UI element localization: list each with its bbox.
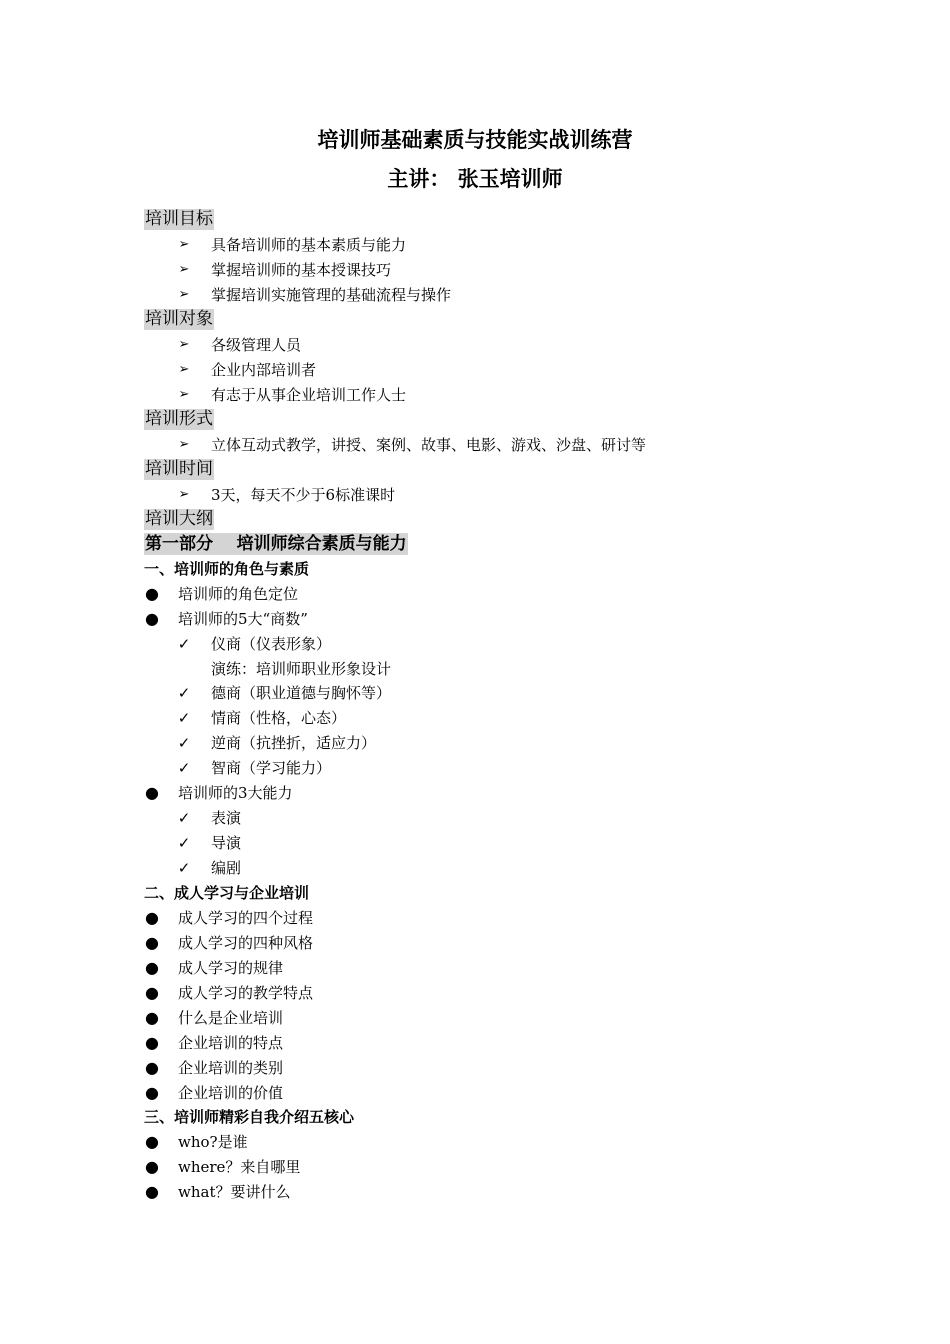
dot-bullet-icon: ● <box>145 1132 159 1151</box>
arrow-bullet-icon: ➢ <box>178 487 190 502</box>
list-item-note: 演练：培训师职业形象设计 <box>211 660 392 678</box>
dot-bullet-icon: ● <box>145 933 159 952</box>
section-heading-goal: 培训目标 <box>145 209 213 229</box>
document-page: 培训师基础素质与技能实战训练营 主讲： 张玉培训师 培训目标 ➢ 具备培训师的基本素质与能力 ➢ 掌握培训师的基本授课技巧 ➢ 掌握培训实施管理的基础流程与操作 培训对象 ➢ 各级管理人员 ➢ 企业内部培训者 ➢ 有志于从事企业培训工作人士 培训形式 ➢ 立体互动式教学，讲授、案例、故事、电影、游戏、沙盘、研讨等 培训时间 ➢ 3天，每天不少于6标准课时 培训大纲 第一部分 培训师综合素质与能力 一、培训师的角色与素质 ● 培训师的角色定位 ● 培训师的5大“商数” ✓ 仪商（仪表形象） 演练：培训师职业形象设计 ✓ 德商（职业道德与胸怀等） ✓ 情商（性格，心态） ✓ 逆商（抗挫折，适应力） ✓ 智商（学习能力） ● 培训师的3大能力 ✓ 表演 ✓ 导演 ✓ 编剧 二、成人学习与企业培训 ● 成人学习的四个过程 ● 成人学习的四种风格 ● 成人学习的规律 ● 成人学习的教学特点 ● 什么是企业培训 ● 企业培训的特点 ● 企业培训的类别 ● 企业培训的价值 三、培训师精彩自我介绍五核心 ● who?是谁 ● where？来自哪里 ● what？要讲什么 <box>0 0 950 1344</box>
lecturer-line: 主讲： 张玉培训师 <box>387 167 563 191</box>
arrow-bullet-icon: ➢ <box>178 262 190 277</box>
dot-bullet-icon: ● <box>145 1182 159 1201</box>
arrow-bullet-icon: ➢ <box>178 387 190 402</box>
arrow-bullet-icon: ➢ <box>178 237 190 252</box>
arrow-bullet-icon: ➢ <box>178 287 190 302</box>
dot-bullet-icon: ● <box>145 983 159 1002</box>
document-title: 培训师基础素质与技能实战训练营 <box>317 128 633 152</box>
outline-subheading: 三、培训师精彩自我介绍五核心 <box>144 1108 355 1126</box>
outline-subheading: 二、成人学习与企业培训 <box>144 884 310 902</box>
dot-bullet-icon: ● <box>145 1058 159 1077</box>
section-heading-audience: 培训对象 <box>145 309 213 329</box>
dot-bullet-icon: ● <box>145 1083 159 1102</box>
check-bullet-icon: ✓ <box>177 859 191 877</box>
dot-bullet-icon: ● <box>145 609 159 628</box>
dot-bullet-icon: ● <box>145 1157 159 1176</box>
check-bullet-icon: ✓ <box>177 759 191 777</box>
check-bullet-icon: ✓ <box>177 834 191 852</box>
outline-subheading: 一、培训师的角色与素质 <box>144 560 310 578</box>
section-heading-format: 培训形式 <box>145 409 213 429</box>
check-bullet-icon: ✓ <box>177 809 191 827</box>
check-bullet-icon: ✓ <box>177 734 191 752</box>
dot-bullet-icon: ● <box>145 783 159 802</box>
arrow-bullet-icon: ➢ <box>178 337 190 352</box>
dot-bullet-icon: ● <box>145 958 159 977</box>
dot-bullet-icon: ● <box>145 1033 159 1052</box>
section-heading-outline: 培训大纲 <box>145 509 213 529</box>
check-bullet-icon: ✓ <box>177 635 191 653</box>
dot-bullet-icon: ● <box>145 1008 159 1027</box>
dot-bullet-icon: ● <box>145 584 159 603</box>
check-bullet-icon: ✓ <box>177 709 191 727</box>
arrow-bullet-icon: ➢ <box>178 437 190 452</box>
section-heading-time: 培训时间 <box>145 459 213 479</box>
arrow-bullet-icon: ➢ <box>178 362 190 377</box>
check-bullet-icon: ✓ <box>177 684 191 702</box>
outline-part-title: 第一部分 培训师综合素质与能力 <box>145 534 407 554</box>
dot-bullet-icon: ● <box>145 908 159 927</box>
